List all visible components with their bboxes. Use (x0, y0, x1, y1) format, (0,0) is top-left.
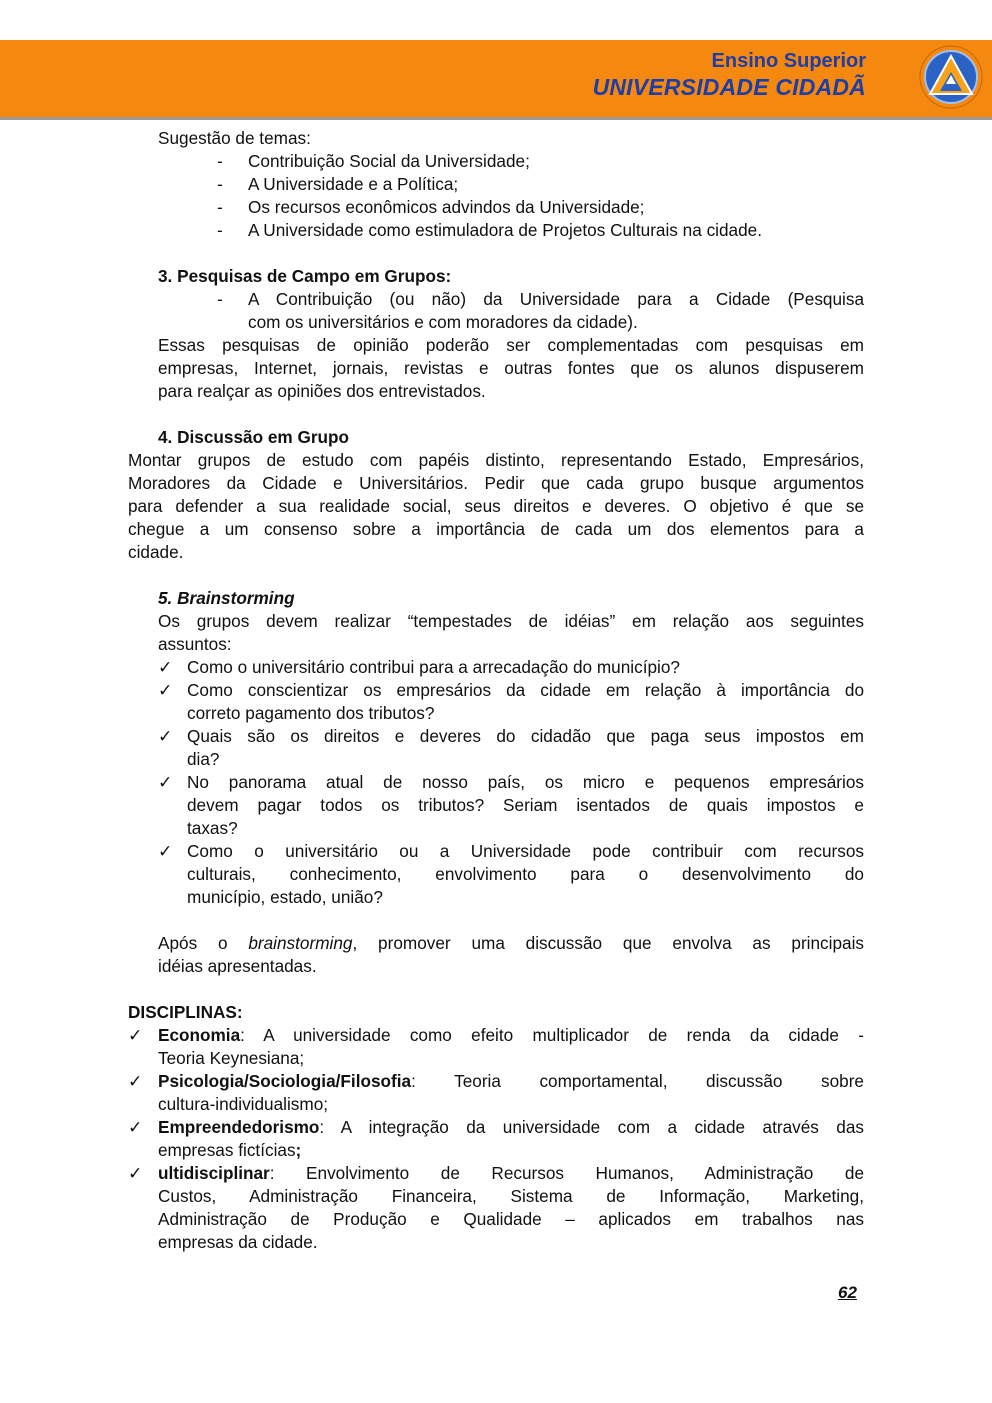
section-4-para-line: Moradores da Cidade e Universitários. Pedir que cada grupo busque argumentos (128, 473, 864, 493)
page-number: 62 (838, 1283, 857, 1302)
section-3-para-line: empresas, Internet, jornais, revistas e outras fontes que os alunos dispuserem (158, 358, 864, 378)
brainstorm-item-line: município, estado, união? (187, 887, 383, 907)
brainstorm-item-line: dia? (187, 749, 220, 769)
section-5-heading: 5. Brainstorming (158, 588, 295, 608)
checkmark-icon: ✓ (158, 726, 173, 746)
disciplinas-heading: DISCIPLINAS: (128, 1002, 243, 1022)
section-3-item-line: com os universitários e com moradores da cidade). (248, 312, 638, 332)
disciplina-item-line: Psicologia/Sociologia/Filosofia: Teoria comportamental, discussão sobre (158, 1071, 864, 1091)
brainstorm-item-line: taxas? (187, 818, 238, 838)
sugestao-item: Contribuição Social da Universidade; (248, 151, 530, 171)
dash-bullet: - (217, 220, 223, 240)
disciplina-item-line: Custos, Administração Financeira, Sistema de Informação, Marketing, (158, 1186, 864, 1206)
checkmark-icon: ✓ (158, 657, 173, 677)
checkmark-icon: ✓ (128, 1025, 143, 1045)
brainstorm-item-line: culturais, conhecimento, envolvimento para o desenvolvimento do (187, 864, 864, 884)
section-3-item-line: A Contribuição (ou não) da Universidade para a Cidade (Pesquisa (248, 289, 864, 309)
checkmark-icon: ✓ (128, 1163, 143, 1183)
sugestao-item: A Universidade e a Política; (248, 174, 459, 194)
section-5-intro-line: Os grupos devem realizar “tempestades de idéias” em relação aos seguintes (158, 611, 864, 631)
page-header (0, 40, 992, 120)
dash-bullet: - (217, 151, 223, 171)
brainstorm-item-line: No panorama atual de nosso país, os micro e pequenos empresários (187, 772, 864, 792)
university-logo-icon (918, 44, 984, 110)
dash-bullet: - (217, 174, 223, 194)
brainstorm-item-line: Quais são os direitos e deveres do cidadão que paga seus impostos em (187, 726, 864, 746)
section-4-heading: 4. Discussão em Grupo (158, 427, 350, 447)
section-4-para-line: para defender a sua realidade social, seus direitos e deveres. O objetivo é que se (128, 496, 864, 516)
header-subtitle: Ensino Superior (711, 50, 866, 72)
section-4-para-line: Montar grupos de estudo com papéis distinto, representando Estado, Empresários, (128, 450, 864, 470)
checkmark-icon: ✓ (128, 1071, 143, 1091)
section-3-para-line: para realçar as opiniões dos entrevistados. (158, 381, 486, 401)
section-5-intro-line: assuntos: (158, 634, 232, 654)
dash-bullet: - (217, 289, 223, 309)
disciplina-item-line: Economia: A universidade como efeito multiplicador de renda da cidade - (158, 1025, 864, 1045)
sugestao-intro: Sugestão de temas: (158, 128, 311, 148)
disciplina-item-line: Empreendedorismo: A integração da universidade com a cidade através das (158, 1117, 864, 1137)
header-title: UNIVERSIDADE CIDADÃ (592, 74, 866, 100)
brainstorm-item-line: Como o universitário contribui para a arrecadação do município? (187, 657, 680, 677)
section-3-heading: 3. Pesquisas de Campo em Grupos: (158, 266, 452, 286)
disciplina-item-line: empresas da cidade. (158, 1232, 318, 1252)
disciplina-item-line: Administração de Produção e Qualidade – aplicados em trabalhos nas (158, 1209, 864, 1229)
disciplina-item-line: Teoria Keynesiana; (158, 1048, 305, 1068)
brainstorm-item-line: Como o universitário ou a Universidade pode contribuir com recursos (187, 841, 864, 861)
checkmark-icon: ✓ (128, 1117, 143, 1137)
disciplina-item-line: empresas fictícias; (158, 1140, 302, 1160)
checkmark-icon: ✓ (158, 841, 173, 861)
brainstorm-item-line: devem pagar todos os tributos? Seriam isentados de quais impostos e (187, 795, 864, 815)
disciplina-item-line: cultura-individualismo; (158, 1094, 329, 1114)
checkmark-icon: ✓ (158, 772, 173, 792)
sugestao-item: A Universidade como estimuladora de Projetos Culturais na cidade. (248, 220, 762, 240)
sugestao-item: Os recursos econômicos advindos da Universidade; (248, 197, 645, 217)
dash-bullet: - (217, 197, 223, 217)
section-4-para-line: chegue a um consenso sobre a importância de cada um dos elementos para a (128, 519, 864, 539)
brainstorm-item-line: correto pagamento dos tributos? (187, 703, 435, 723)
brainstorm-item-line: Como conscientizar os empresários da cidade em relação à importância do (187, 680, 864, 700)
section-4-para-line: cidade. (128, 542, 184, 562)
brainstorm-after-line: Após o brainstorming, promover uma discussão que envolva as principais (158, 933, 864, 953)
disciplina-item-line: ultidisciplinar: Envolvimento de Recursos Humanos, Administração de (158, 1163, 864, 1183)
brainstorm-after-line: idéias apresentadas. (158, 956, 317, 976)
checkmark-icon: ✓ (158, 680, 173, 700)
section-3-para-line: Essas pesquisas de opinião poderão ser complementadas com pesquisas em (158, 335, 864, 355)
